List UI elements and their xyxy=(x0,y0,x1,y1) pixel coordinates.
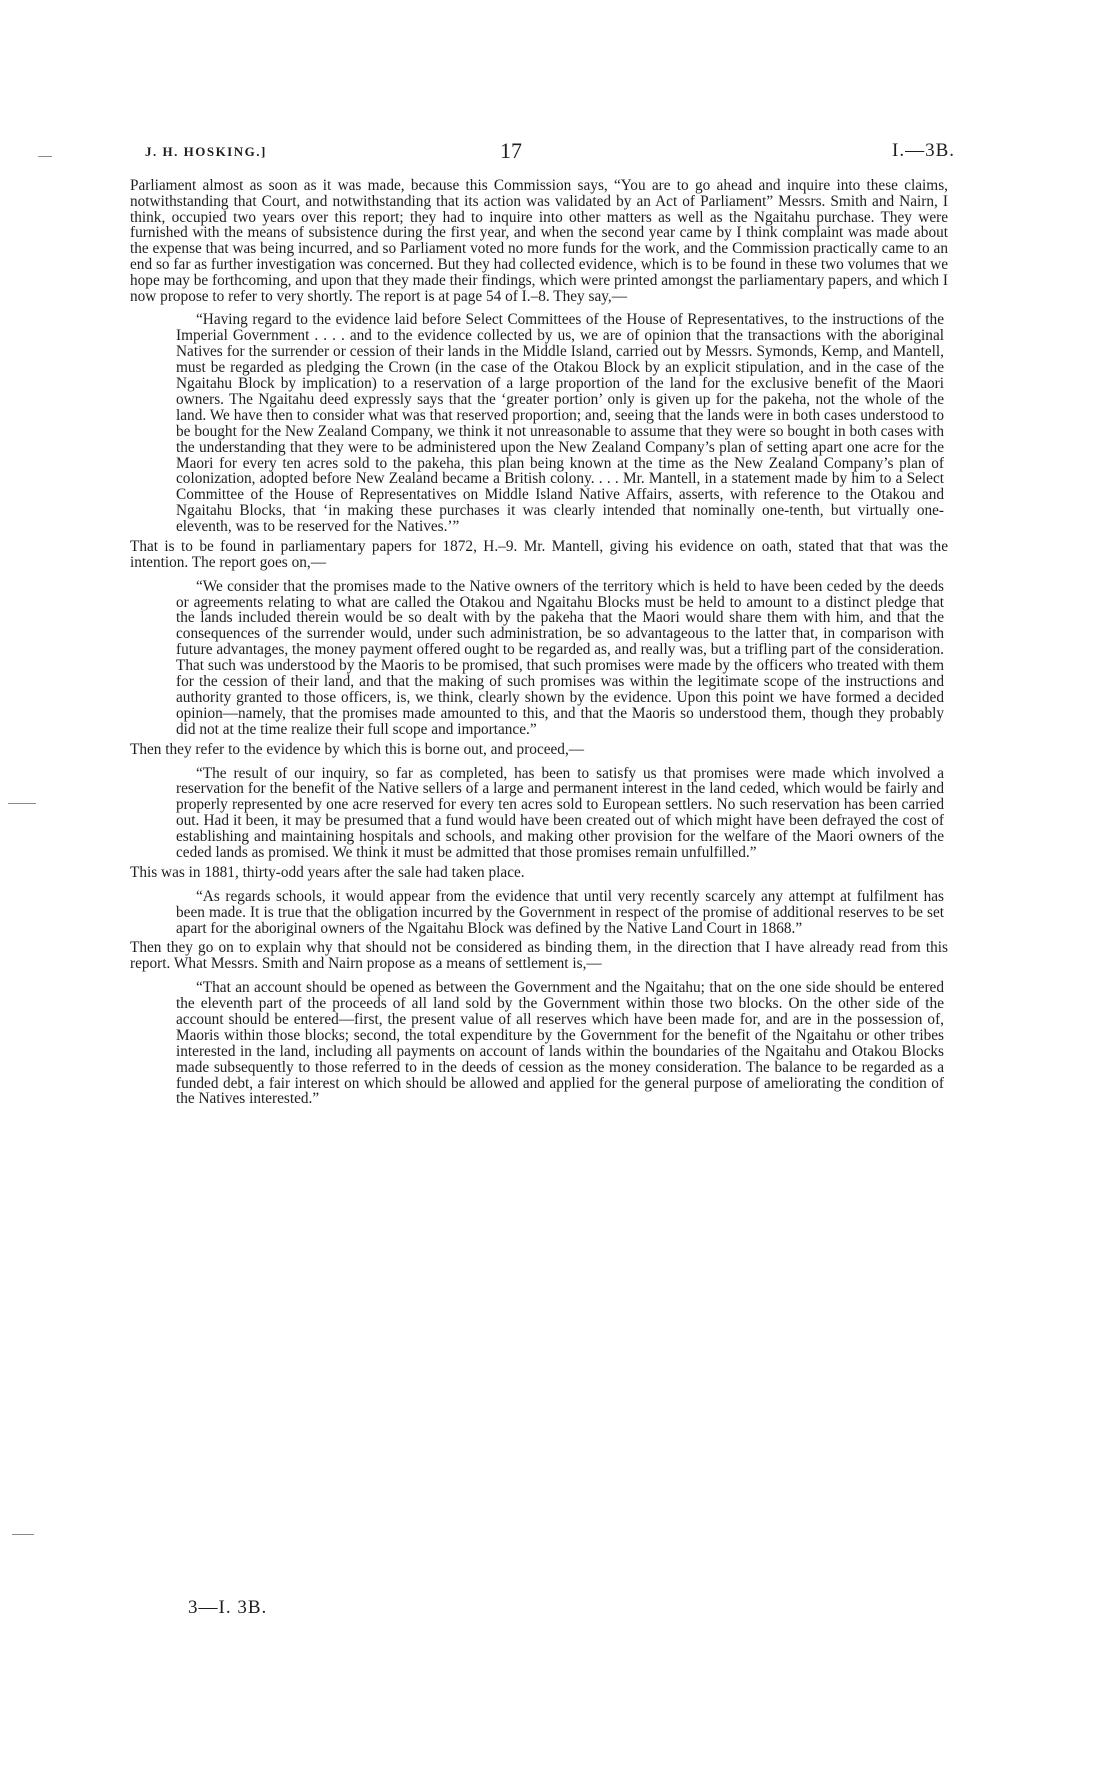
body-paragraph: Parliament almost as soon as it was made, because this Commission says, “You are to go ahead and inquire into these claims, notwithstanding that Court, and notwithstanding that its action was validated by an Act of Parliament” Messrs. Smith and Nairn, I think, occupied two years over this report; they had to inquire into other matters as well as the Ngaitahu purchase. They were furnished with the means of subsistence during the first year, and when the second year came by I think complaint was made about the expense that was being incurred, and so Parliament voted no more funds for the work, and the Commission practically came to an end so far as further investigation was concerned. But they had collected evidence, which is to be found in these two volumes that we hope may be forthcoming, and upon that they made their findings, which were printed amongst the parliamentary papers, and which I now propose to refer to very shortly. The report is at page 54 of I.–8. They say,— xyxy=(130,177,948,305)
page-number: 17 xyxy=(500,138,522,163)
margin-mark xyxy=(12,1534,34,1535)
margin-mark xyxy=(38,156,52,157)
margin-mark xyxy=(8,803,36,804)
paper-reference: I.—3B. xyxy=(892,140,955,161)
body-paragraph: This was in 1881, thirty-odd years after the sale had taken place. xyxy=(130,863,525,881)
body-paragraph: Then they go on to explain why that should not be considered as binding them, in the direction that I have already read from this report. What Messrs. Smith and Nairn propose as a means of settlement is,— xyxy=(130,939,948,973)
body-paragraph: Then they refer to the evidence by which this is borne out, and proceed,— xyxy=(130,740,585,758)
body-paragraph: That is to be found in parliamentary papers for 1872, H.–9. Mr. Mantell, giving his evidence on oath, stated that that was the intention. The report goes on,— xyxy=(130,538,948,571)
block-quote: “The result of our inquiry, so far as completed, has been to satisfy us that promises were made which involved a reservation for the benefit of the Native sellers of a large and permanent interest in the land ceded, which would be fairly and properly represented by one acre reserved for every ten acres sold to European settlers. No such reservation has been carried out. Had it been, it may be presumed that a fund would have been created out of which might have been defrayed the cost of establishing and maintaining hospitals and schools, and making other provision for the welfare of the Maori owners of the ceded lands as promised. We think it must be admitted that those promises remain unfulfilled.” xyxy=(176,764,944,862)
block-quote: “As regards schools, it would appear from the evidence that until very recently scarcely any attempt at fulfilment has been made. It is true that the obligation incurred by the Government in respect of the promise of additional reserves to be set apart for the aboriginal owners of the Ngaitahu Block was defined by the Native Land Court in 1868.” xyxy=(176,887,944,937)
signature-mark: 3—I. 3B. xyxy=(188,1597,268,1618)
block-quote: “That an account should be opened as between the Government and the Ngaitahu; that on the one side should be entered the eleventh part of the proceeds of all land sold by the Government within those two blocks. On the other side of the account should be entered—first, the present value of all reserves which have been made for, and are in the possession of, Maoris within those blocks; second, the total expenditure by the Government for the benefit of the Ngaitahu or other tribes interested in the land, including all payments on account of lands within the boundaries of the Ngaitahu and Otakou Blocks made subsequently to those referred to in the deeds of cession as the money consideration. The balance to be regarded as a funded debt, a fair interest on which should be allowed and applied for the general purpose of ameliorating the condition of the Natives interested.” xyxy=(176,979,944,1108)
document-body xyxy=(130,178,948,1111)
page-header xyxy=(145,140,955,166)
header-witness-name: J. H. HOSKING.] xyxy=(145,144,267,159)
block-quote: “We consider that the promises made to the Native owners of the territory which is held to have been ceded by the deeds or agreements relating to what are called the Otakou and Ngaitahu Blocks must be held to amount to a distinct pledge that the lands included therein would be so dealt with by the pakeha that the Maori would share them with him, and that the consequences of the surrender would, under such administration, be so advantageous to the latter that, in comparison with future advantages, the money payment offered ought to be regarded as, and really was, but a trifling part of the consideration. That such was understood by the Maoris to be promised, that such promises were made by the officers who treated with them for the cession of their land, and that the making of such promises was within the legitimate scope of the instructions and authority granted to those officers, is, we think, clearly shown by the evidence. Upon this point we have formed a decided opinion—namely, that the promises made amounted to this, and that the Maoris so understood them, though they probably did not at the time realize their full scope and importance.” xyxy=(176,577,944,738)
block-quote: “Having regard to the evidence laid before Select Committees of the House of Representatives, to the instructions of the Imperial Government . . . . and to the evidence collected by us, we are of opinion that the transactions with the aboriginal Natives for the surrender or cession of their lands in the Middle Island, carried out by Messrs. Symonds, Kemp, and Mantell, must be regarded as pledging the Crown (in the case of the Otakou Block by an explicit stipulation, and in the case of the Ngaitahu Block by implication) to a reservation of a large proportion of the land for the exclusive benefit of the Maori owners. The Ngaitahu deed expressly says that the ‘greater portion’ only is given up for the pakeha, not the whole of the land. We have then to consider what was that reserved proportion; and, seeing that the lands were in both cases understood to be bought for the New Zealand Company, we think it not unreasonable to assume that they were so bought in both cases with the understanding that they were to be administered upon the New Zealand Company’s plan of setting apart one acre for the Maori for every ten acres sold to the pakeha, this plan being known at the time as the New Zealand Company’s plan of colonization, adopted before New Zealand became a British colony. . . . Mr. Mantell, in a statement made by him to a Select Committee of the House of Representatives on Middle Island Native Affairs, asserts, with reference to the Otakou and Ngaitahu Blocks, that ‘in making these purchases it was clearly intended that nominally one-tenth, but virtually one-eleventh, was to be reserved for the Natives.’” xyxy=(176,311,944,536)
